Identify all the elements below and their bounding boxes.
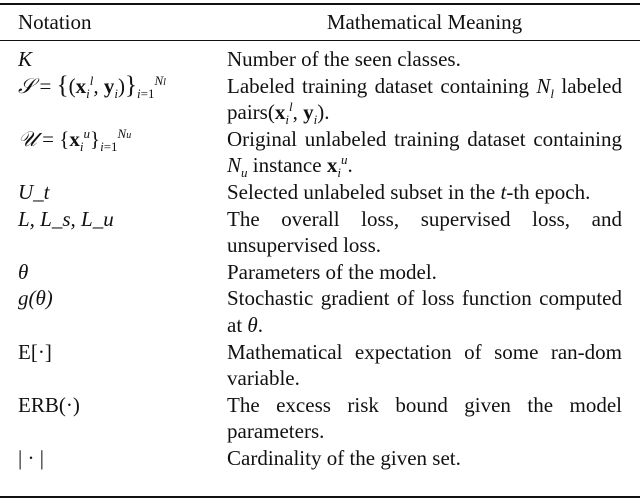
header-notation: Notation [18, 10, 92, 34]
table-row [0, 179, 622, 206]
table-row [0, 73, 622, 126]
table-row [0, 259, 622, 286]
meaning-cell: Cardinality of the given set. [227, 445, 461, 470]
notation-cell: K [18, 47, 33, 71]
mid-rule [0, 40, 640, 41]
notation-cell: 𝒮 = {($x_i^l$, $y_i)\}_{i=1}^{Nl}$ [18, 71, 166, 101]
meaning-cell: The overall loss, supervised loss, and unsupervised loss. [227, 206, 622, 258]
table-row [0, 46, 622, 73]
notation-cell: E[·] [18, 339, 52, 364]
top-rule [0, 3, 640, 5]
table-row [0, 392, 622, 445]
table-row [0, 445, 622, 472]
table-row [0, 285, 622, 338]
notation-cell: L, L_s, L_u [18, 206, 114, 231]
notation-cell: U_t [18, 179, 50, 204]
table-row [0, 206, 622, 259]
meaning-cell: Original unlabeled training dataset containing $N_u$ instance $x_i^u$. [227, 126, 622, 181]
meaning-cell: The excess risk bound given the model parameters. [227, 392, 622, 444]
meaning-cell: Selected unlabeled subset in the t-th epoch. [227, 179, 591, 204]
meaning-cell: Number of the seen classes. [227, 47, 461, 71]
meaning-cell: Labeled training dataset containing $N_l$ labeled $pairs(x_i^l$, $y_i$). [227, 73, 622, 128]
notation-cell: ERB(·) [18, 392, 80, 417]
meaning-cell: Stochastic gradient of loss function computed at θ. [227, 286, 622, 337]
header-meaning: Mathematical Meaning [326, 10, 523, 34]
table-row [0, 126, 622, 179]
table-body [0, 46, 622, 472]
bottom-rule [0, 496, 640, 498]
meaning-cell: Mathematical expectation of some ran-dom variable. [227, 339, 622, 391]
notation-cell: θ [18, 259, 29, 284]
table-row [0, 339, 622, 392]
notation-cell: g(θ) [18, 286, 53, 311]
meaning-cell: Parameters of the model. [227, 259, 437, 284]
notation-cell: 𝒰 = $\{x_i^u\}_{i=1}^{Nu}$ [18, 125, 132, 154]
notation-cell: | · | [18, 445, 44, 470]
